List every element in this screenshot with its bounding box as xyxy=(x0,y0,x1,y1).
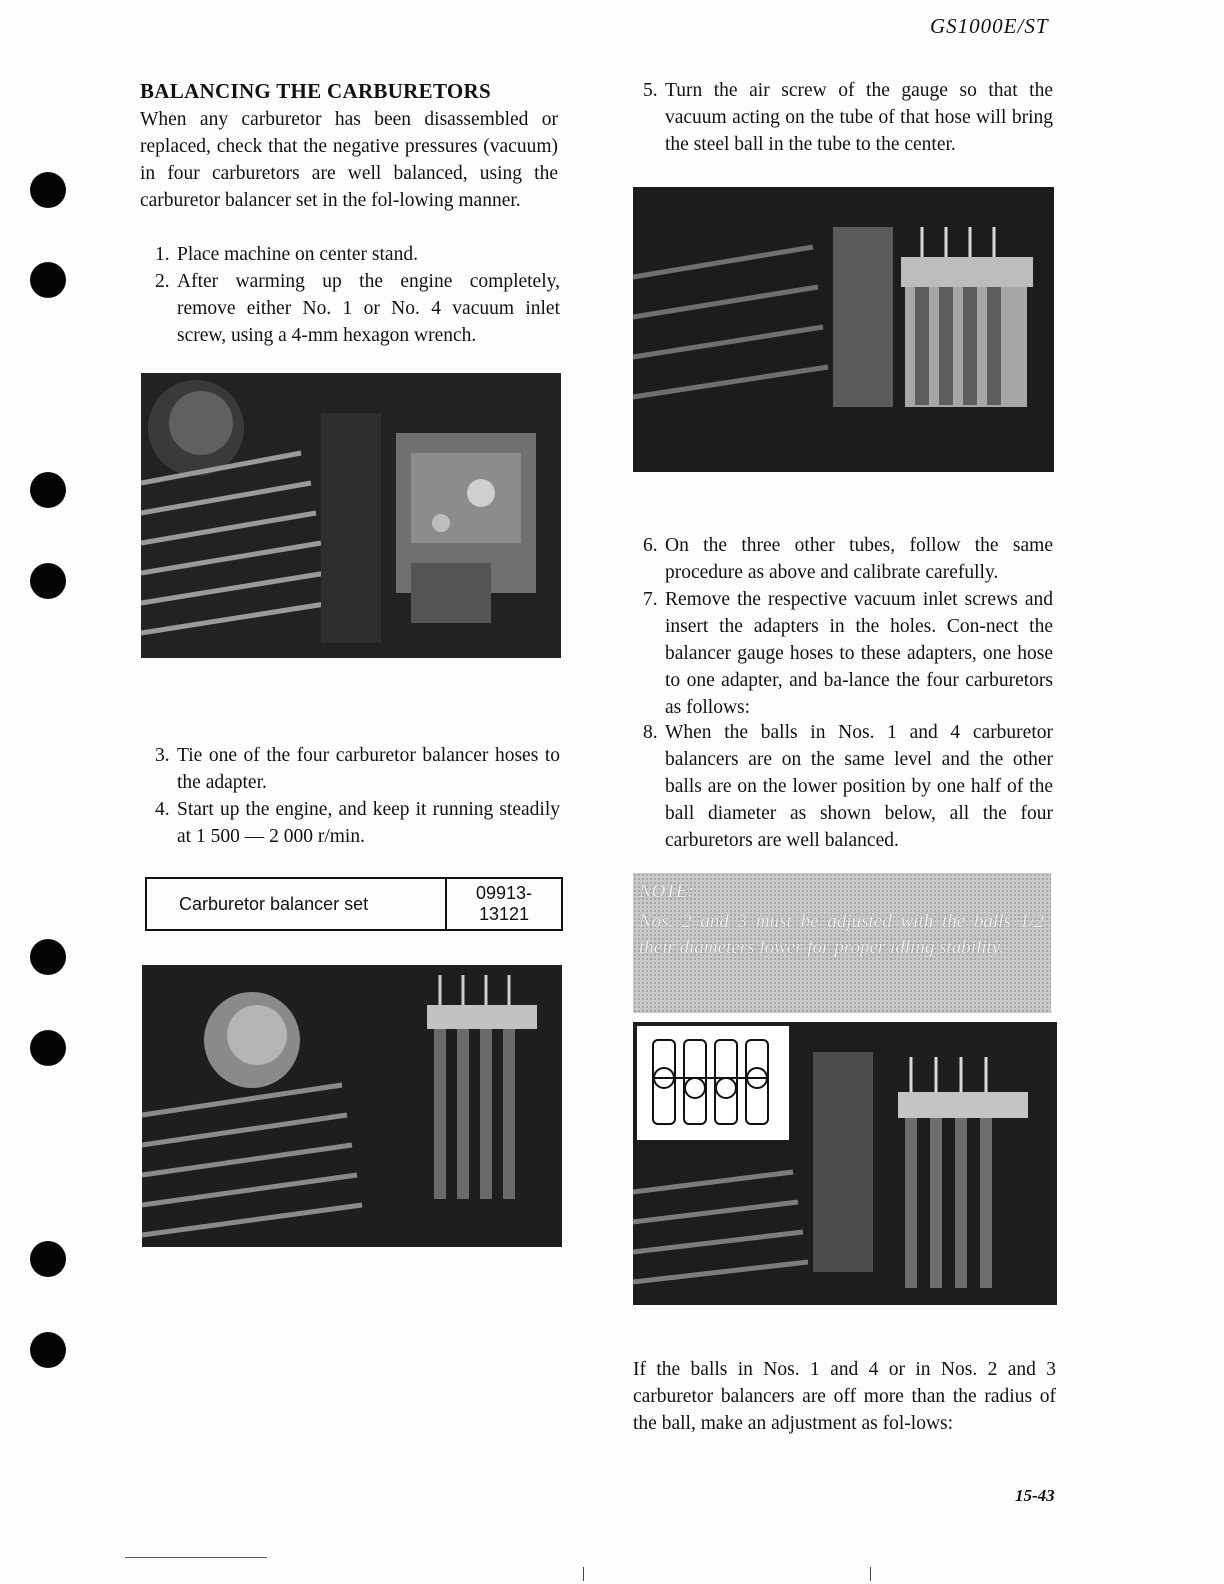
bottom-rule xyxy=(125,1557,267,1558)
binder-hole xyxy=(30,262,66,298)
photo-balancer-connected xyxy=(142,965,562,1247)
binder-hole xyxy=(30,1241,66,1277)
binder-hole xyxy=(30,563,66,599)
step-number: 5. xyxy=(643,80,658,101)
intro-paragraph: When any carburetor has been disassembled or replaced, check that the negative pressures (vacuum) in four carburetors are well balanced, using the carburetor balancer set in the fol-lowing manner. xyxy=(140,109,558,211)
step-text: When the balls in Nos. 1 and 4 carburetor balancers are on the same level and the other balls are on the lower position by one half of the ball diameter as shown below, all the four carburetors are well balanced. xyxy=(665,722,1053,851)
step-text: Tie one of the four carburetor balancer hoses to the adapter. xyxy=(177,745,560,793)
model-header: GS1000E/ST xyxy=(930,14,1049,38)
step-1 xyxy=(155,241,560,268)
photo-balancer-gauge xyxy=(633,187,1054,472)
binder-hole xyxy=(30,1332,66,1368)
step-text: Turn the air screw of the gauge so that the vacuum acting on the tube of that hose will bring the steel ball in the tube to the center. xyxy=(665,80,1053,155)
step-4 xyxy=(155,796,560,850)
step-number: 3. xyxy=(155,745,170,766)
step-text: After warming up the engine completely, remove either No. 1 or No. 4 vacuum inlet screw, using a 4-mm hexagon wrench. xyxy=(177,271,560,346)
page-number: 15-43 xyxy=(1015,1486,1055,1505)
special-tool-table xyxy=(145,877,563,931)
step-7 xyxy=(643,586,1053,721)
note-box xyxy=(633,873,1051,1013)
scan-mark xyxy=(583,1567,584,1581)
step-number: 4. xyxy=(155,799,170,820)
step-number: 2. xyxy=(155,271,170,292)
note-title: NOTE: xyxy=(639,881,694,902)
binder-hole xyxy=(30,939,66,975)
binder-hole xyxy=(30,472,66,508)
closing-paragraph: If the balls in Nos. 1 and 4 or in Nos. 2 and 3 carburetor balancers are off more than the radius of the ball, make an adjustment as fol-lows: xyxy=(633,1359,1056,1434)
step-text: Remove the respective vacuum inlet screws and insert the adapters in the holes. Con-nect the balancer gauge hoses to these adapters, one hose to one adapter, and ba-lance the four carburetors as follows: xyxy=(665,589,1053,718)
step-text: Place machine on center stand. xyxy=(177,244,418,265)
balancer-tube-4 xyxy=(746,1040,768,1124)
balancer-tube-1 xyxy=(653,1040,675,1124)
scan-mark xyxy=(870,1567,871,1581)
step-2 xyxy=(155,268,560,349)
step-text: On the three other tubes, follow the same procedure as above and calibrate carefully. xyxy=(665,535,1053,583)
tool-part-number: 09913-13121 xyxy=(446,878,562,930)
step-8 xyxy=(643,719,1053,854)
section-heading: BALANCING THE CARBURETORS xyxy=(140,79,491,103)
step-number: 6. xyxy=(643,535,658,556)
step-number: 8. xyxy=(643,722,658,743)
binder-hole xyxy=(30,172,66,208)
step-text: Start up the engine, and keep it running steadily at 1 500 — 2 000 r/min. xyxy=(177,799,560,847)
step-number: 1. xyxy=(155,244,170,265)
step-5 xyxy=(643,77,1053,158)
steel-ball-3 xyxy=(716,1078,736,1098)
step-6 xyxy=(643,532,1053,586)
step-3 xyxy=(155,742,560,796)
ball-level-diagram-svg xyxy=(637,1026,789,1140)
steel-ball-2 xyxy=(685,1078,705,1098)
step-number: 7. xyxy=(643,589,658,610)
note-text: Nos. 2 and 3 must be adjusted with the balls 1/2 their diameters lower for proper idling stability. xyxy=(639,911,1044,958)
ball-level-diagram xyxy=(636,1025,790,1141)
tool-name: Carburetor balancer set xyxy=(146,878,446,930)
binder-hole xyxy=(30,1030,66,1066)
photo-vacuum-inlet-screw xyxy=(141,373,561,658)
